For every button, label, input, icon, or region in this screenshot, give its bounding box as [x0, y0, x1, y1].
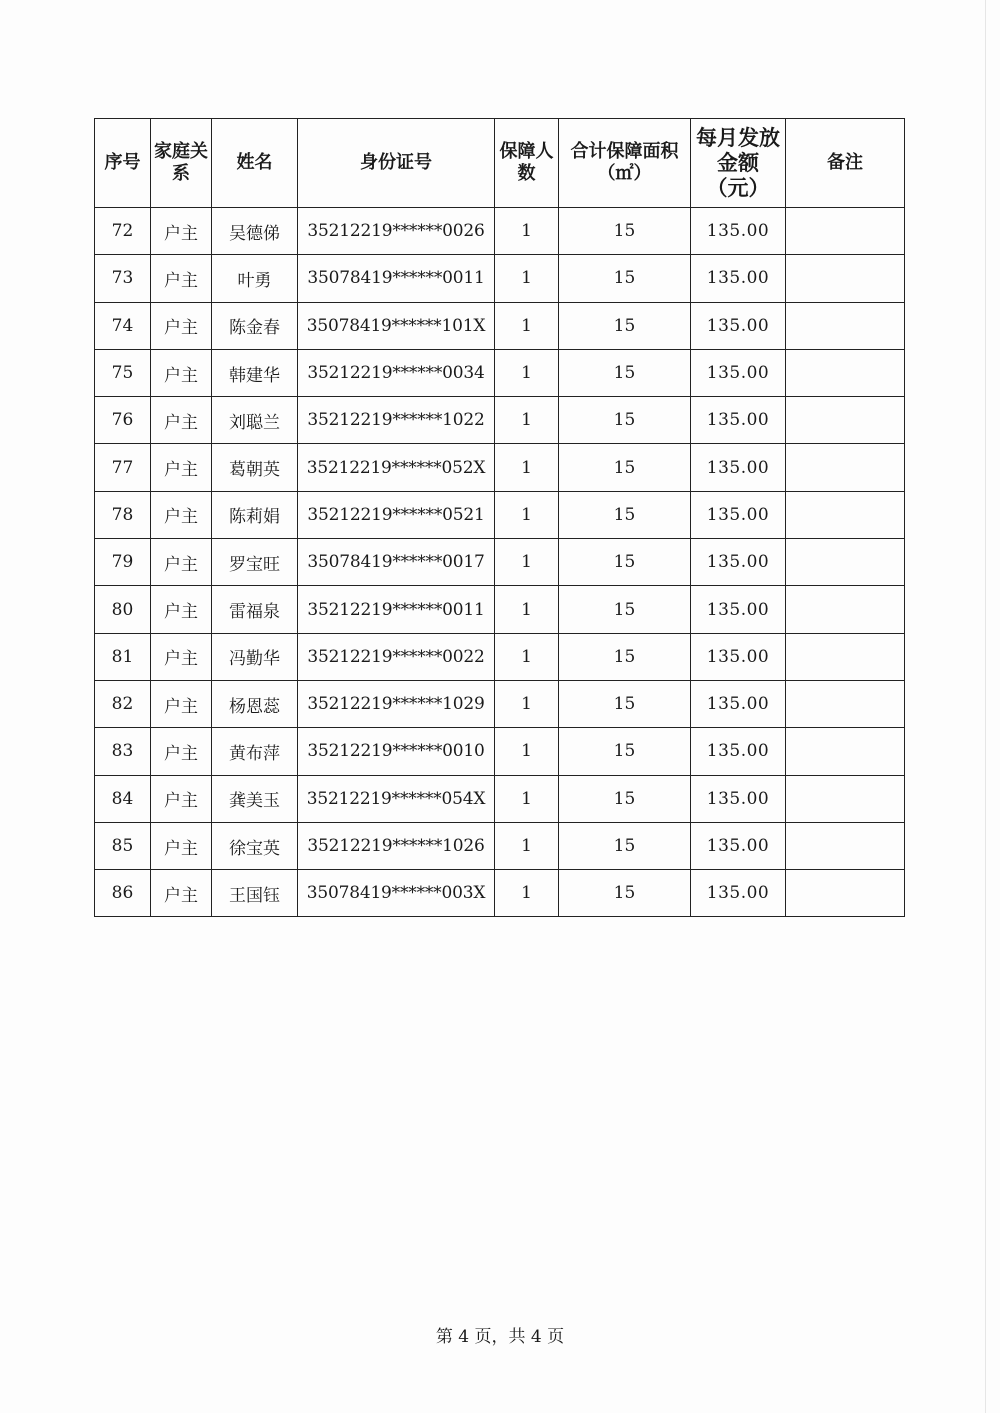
cell-area: 15 — [559, 728, 691, 775]
cell-persons: 1 — [495, 633, 559, 680]
cell-id-number: 35212219******1022 — [298, 397, 495, 444]
cell-id-number: 35212219******052X — [298, 444, 495, 491]
cell-remarks — [786, 444, 905, 491]
cell-area: 15 — [559, 444, 691, 491]
cell-relation: 户主 — [151, 728, 212, 775]
cell-amount: 135.00 — [691, 349, 786, 396]
table-row — [95, 349, 905, 396]
cell-remarks — [786, 491, 905, 538]
cell-name: 刘聪兰 — [212, 397, 298, 444]
table-row — [95, 255, 905, 302]
cell-remarks — [786, 397, 905, 444]
cell-persons: 1 — [495, 491, 559, 538]
cell-id-number: 35212219******0022 — [298, 633, 495, 680]
table-header-row — [95, 119, 905, 208]
cell-area: 15 — [559, 633, 691, 680]
cell-name: 王国钰 — [212, 870, 298, 917]
cell-relation: 户主 — [151, 491, 212, 538]
cell-persons: 1 — [495, 397, 559, 444]
cell-amount: 135.00 — [691, 775, 786, 822]
cell-seq: 77 — [95, 444, 151, 491]
cell-persons: 1 — [495, 586, 559, 633]
table-row — [95, 444, 905, 491]
cell-id-number: 35212219******1029 — [298, 680, 495, 727]
cell-relation: 户主 — [151, 255, 212, 302]
table-row — [95, 728, 905, 775]
cell-name: 杨恩蕊 — [212, 680, 298, 727]
cell-remarks — [786, 302, 905, 349]
cell-amount: 135.00 — [691, 302, 786, 349]
page-number-footer: 第 4 页，共 4 页 — [435, 1327, 565, 1347]
cell-name: 黄布萍 — [212, 728, 298, 775]
cell-seq: 81 — [95, 633, 151, 680]
cell-area: 15 — [559, 539, 691, 586]
cell-id-number: 35212219******1026 — [298, 822, 495, 869]
cell-name: 龚美玉 — [212, 775, 298, 822]
cell-name: 陈莉娟 — [212, 491, 298, 538]
cell-area: 15 — [559, 208, 691, 255]
cell-persons: 1 — [495, 539, 559, 586]
cell-relation: 户主 — [151, 444, 212, 491]
cell-seq: 86 — [95, 870, 151, 917]
cell-remarks — [786, 539, 905, 586]
cell-amount: 135.00 — [691, 255, 786, 302]
cell-persons: 1 — [495, 208, 559, 255]
cell-amount: 135.00 — [691, 633, 786, 680]
cell-persons: 1 — [495, 255, 559, 302]
table-row — [95, 822, 905, 869]
cell-persons: 1 — [495, 775, 559, 822]
cell-amount: 135.00 — [691, 539, 786, 586]
cell-id-number: 35078419******0017 — [298, 539, 495, 586]
cell-name: 罗宝旺 — [212, 539, 298, 586]
cell-area: 15 — [559, 491, 691, 538]
cell-area: 15 — [559, 302, 691, 349]
cell-id-number: 35212219******0026 — [298, 208, 495, 255]
cell-seq: 78 — [95, 491, 151, 538]
cell-persons: 1 — [495, 302, 559, 349]
cell-amount: 135.00 — [691, 728, 786, 775]
cell-id-number: 35078419******101X — [298, 302, 495, 349]
cell-area: 15 — [559, 822, 691, 869]
cell-amount: 135.00 — [691, 870, 786, 917]
cell-name: 冯勤华 — [212, 633, 298, 680]
cell-remarks — [786, 349, 905, 396]
cell-seq: 82 — [95, 680, 151, 727]
cell-amount: 135.00 — [691, 208, 786, 255]
table-row — [95, 633, 905, 680]
cell-seq: 74 — [95, 302, 151, 349]
cell-seq: 79 — [95, 539, 151, 586]
cell-seq: 83 — [95, 728, 151, 775]
cell-persons: 1 — [495, 728, 559, 775]
table-row — [95, 302, 905, 349]
cell-persons: 1 — [495, 680, 559, 727]
cell-relation: 户主 — [151, 822, 212, 869]
cell-relation: 户主 — [151, 208, 212, 255]
cell-remarks — [786, 680, 905, 727]
cell-relation: 户主 — [151, 539, 212, 586]
table-row — [95, 586, 905, 633]
table-row — [95, 775, 905, 822]
cell-name: 吴德俤 — [212, 208, 298, 255]
cell-remarks — [786, 728, 905, 775]
cell-area: 15 — [559, 349, 691, 396]
cell-amount: 135.00 — [691, 822, 786, 869]
header-relation: 家庭关系 — [151, 119, 212, 208]
table-body — [95, 208, 905, 917]
header-persons: 保障人数 — [495, 119, 559, 208]
header-area: 合计保障面积（㎡） — [559, 119, 691, 208]
cell-area: 15 — [559, 680, 691, 727]
cell-area: 15 — [559, 775, 691, 822]
table-row — [95, 539, 905, 586]
cell-remarks — [786, 870, 905, 917]
cell-amount: 135.00 — [691, 586, 786, 633]
header-seq: 序号 — [95, 119, 151, 208]
cell-id-number: 35212219******0011 — [298, 586, 495, 633]
header-amount: 每月发放金额（元） — [691, 119, 786, 208]
cell-persons: 1 — [495, 349, 559, 396]
cell-relation: 户主 — [151, 633, 212, 680]
scan-edge — [985, 0, 986, 1413]
cell-remarks — [786, 208, 905, 255]
cell-amount: 135.00 — [691, 680, 786, 727]
cell-name: 叶勇 — [212, 255, 298, 302]
header-name: 姓名 — [212, 119, 298, 208]
cell-persons: 1 — [495, 870, 559, 917]
cell-remarks — [786, 775, 905, 822]
cell-amount: 135.00 — [691, 444, 786, 491]
cell-remarks — [786, 586, 905, 633]
cell-relation: 户主 — [151, 775, 212, 822]
cell-remarks — [786, 633, 905, 680]
cell-seq: 76 — [95, 397, 151, 444]
cell-name: 徐宝英 — [212, 822, 298, 869]
cell-seq: 72 — [95, 208, 151, 255]
cell-name: 雷福泉 — [212, 586, 298, 633]
cell-seq: 75 — [95, 349, 151, 396]
cell-relation: 户主 — [151, 349, 212, 396]
cell-area: 15 — [559, 255, 691, 302]
cell-area: 15 — [559, 870, 691, 917]
cell-id-number: 35078419******003X — [298, 870, 495, 917]
cell-name: 韩建华 — [212, 349, 298, 396]
cell-name: 陈金春 — [212, 302, 298, 349]
table-row — [95, 680, 905, 727]
cell-relation: 户主 — [151, 680, 212, 727]
header-id-number: 身份证号 — [298, 119, 495, 208]
cell-persons: 1 — [495, 822, 559, 869]
subsidy-roster-table — [94, 118, 905, 917]
cell-amount: 135.00 — [691, 491, 786, 538]
cell-amount: 135.00 — [691, 397, 786, 444]
cell-remarks — [786, 255, 905, 302]
cell-relation: 户主 — [151, 870, 212, 917]
table-row — [95, 397, 905, 444]
table-row — [95, 208, 905, 255]
cell-id-number: 35212219******0521 — [298, 491, 495, 538]
cell-seq: 73 — [95, 255, 151, 302]
cell-id-number: 35212219******054X — [298, 775, 495, 822]
cell-persons: 1 — [495, 444, 559, 491]
cell-relation: 户主 — [151, 586, 212, 633]
cell-id-number: 35212219******0034 — [298, 349, 495, 396]
cell-relation: 户主 — [151, 302, 212, 349]
cell-area: 15 — [559, 397, 691, 444]
cell-area: 15 — [559, 586, 691, 633]
table-row — [95, 491, 905, 538]
header-remarks: 备注 — [786, 119, 905, 208]
cell-id-number: 35212219******0010 — [298, 728, 495, 775]
table-row — [95, 870, 905, 917]
cell-seq: 84 — [95, 775, 151, 822]
cell-id-number: 35078419******0011 — [298, 255, 495, 302]
cell-relation: 户主 — [151, 397, 212, 444]
cell-seq: 80 — [95, 586, 151, 633]
cell-remarks — [786, 822, 905, 869]
cell-seq: 85 — [95, 822, 151, 869]
cell-name: 葛朝英 — [212, 444, 298, 491]
